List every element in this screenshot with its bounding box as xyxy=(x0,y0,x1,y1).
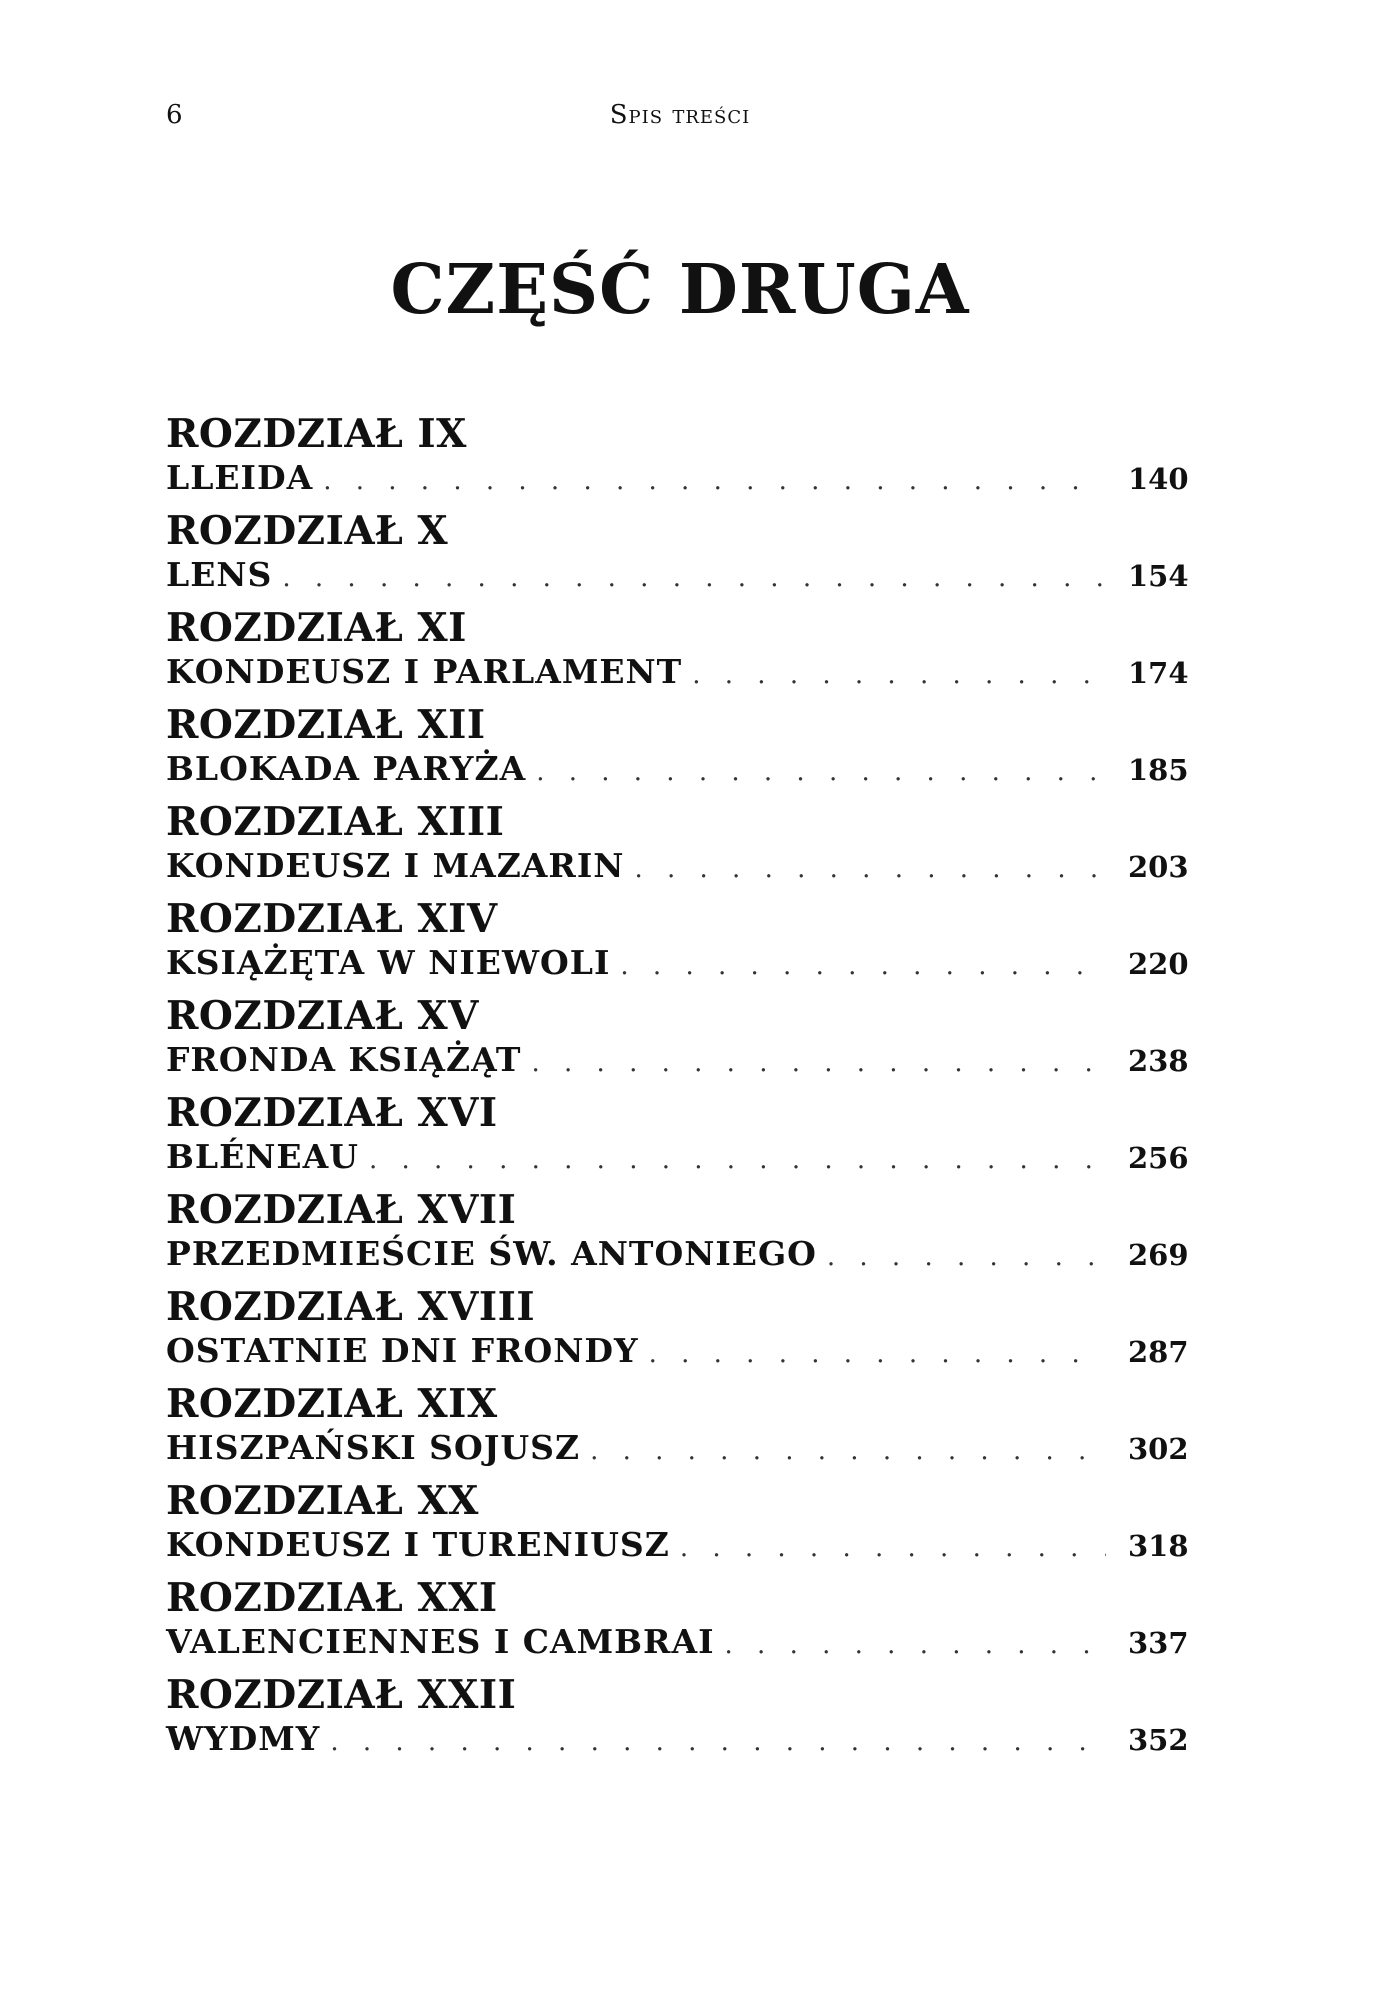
chapter-page-number: 302 xyxy=(1128,1432,1189,1466)
toc-entry xyxy=(166,798,1189,895)
toc-title-row xyxy=(166,1234,1189,1274)
dot-leader xyxy=(536,752,1106,792)
toc-title-row xyxy=(166,1622,1189,1662)
chapter-page-number: 269 xyxy=(1128,1238,1189,1272)
toc-title-row xyxy=(166,1428,1189,1468)
chapter-title: KONDEUSZ I PARLAMENT xyxy=(166,652,683,691)
dot-leader xyxy=(323,461,1106,501)
chapter-title: WYDMY xyxy=(166,1719,321,1758)
part-title: CZĘŚĆ DRUGA xyxy=(390,250,970,330)
toc-title-row xyxy=(166,1331,1189,1371)
chapter-title: LLEIDA xyxy=(166,458,314,497)
toc-entry xyxy=(166,1186,1189,1283)
toc-entry xyxy=(166,1477,1189,1574)
chapter-label: ROZDZIAŁ XIV xyxy=(166,896,498,942)
dot-leader xyxy=(725,1625,1106,1665)
chapter-title: BLOKADA PARYŻA xyxy=(166,749,527,788)
dot-leader xyxy=(330,1722,1106,1762)
chapter-title: KONDEUSZ I MAZARIN xyxy=(166,846,625,885)
toc-entry xyxy=(166,1089,1189,1186)
chapter-title: HISZPAŃSKI SOJUSZ xyxy=(166,1428,581,1467)
chapter-title: BLÉNEAU xyxy=(166,1137,359,1176)
chapter-page-number: 337 xyxy=(1128,1626,1189,1660)
chapter-page-number: 185 xyxy=(1128,753,1189,787)
chapter-title: OSTATNIE DNI FRONDY xyxy=(166,1331,639,1370)
toc-entry xyxy=(166,701,1189,798)
toc-entry xyxy=(166,604,1189,701)
toc-title-row xyxy=(166,1525,1189,1565)
toc-title-row xyxy=(166,555,1189,595)
toc-entry xyxy=(166,410,1189,507)
chapter-title: KONDEUSZ I TURENIUSZ xyxy=(166,1525,670,1564)
chapter-page-number: 174 xyxy=(1128,656,1189,690)
toc-title-row xyxy=(166,943,1189,983)
chapter-label: ROZDZIAŁ X xyxy=(166,508,449,554)
chapter-title: PRZEDMIEŚCIE ŚW. ANTONIEGO xyxy=(166,1234,817,1273)
toc-title-row xyxy=(166,1137,1189,1177)
toc-title-row xyxy=(166,1719,1189,1759)
chapter-page-number: 203 xyxy=(1128,850,1189,884)
chapter-label: ROZDZIAŁ XII xyxy=(166,702,486,748)
chapter-label: ROZDZIAŁ XV xyxy=(166,993,479,1039)
chapter-page-number: 140 xyxy=(1128,462,1189,496)
chapter-page-number: 287 xyxy=(1128,1335,1189,1369)
chapter-label: ROZDZIAŁ XXI xyxy=(166,1575,498,1621)
page-number: 6 xyxy=(166,100,183,130)
toc-title-row xyxy=(166,1040,1189,1080)
chapter-page-number: 220 xyxy=(1128,947,1189,981)
chapter-label: ROZDZIAŁ XVI xyxy=(166,1090,498,1136)
toc-title-row xyxy=(166,749,1189,789)
dot-leader xyxy=(649,1334,1106,1374)
dot-leader xyxy=(531,1043,1106,1083)
chapter-page-number: 318 xyxy=(1128,1529,1189,1563)
toc-entry xyxy=(166,1380,1189,1477)
dot-leader xyxy=(680,1528,1106,1568)
chapter-label: ROZDZIAŁ XXII xyxy=(166,1672,517,1718)
dot-leader xyxy=(282,558,1106,598)
chapter-label: ROZDZIAŁ XX xyxy=(166,1478,479,1524)
chapter-label: ROZDZIAŁ XVIII xyxy=(166,1284,536,1330)
chapter-label: ROZDZIAŁ XIII xyxy=(166,799,505,845)
running-title: Spis treści xyxy=(609,100,751,130)
dot-leader xyxy=(620,946,1106,986)
dot-leader xyxy=(369,1140,1106,1180)
dot-leader xyxy=(590,1431,1106,1471)
chapter-label: ROZDZIAŁ XI xyxy=(166,605,467,651)
chapter-title: FRONDA KSIĄŻĄT xyxy=(166,1040,522,1079)
dot-leader xyxy=(634,849,1106,889)
toc-title-row xyxy=(166,652,1189,692)
running-head xyxy=(0,100,1400,140)
chapter-page-number: 352 xyxy=(1128,1723,1189,1757)
chapter-label: ROZDZIAŁ IX xyxy=(166,411,467,457)
chapter-label: ROZDZIAŁ XVII xyxy=(166,1187,517,1233)
chapter-label: ROZDZIAŁ XIX xyxy=(166,1381,498,1427)
toc-entry xyxy=(166,1671,1189,1768)
chapter-title: LENS xyxy=(166,555,273,594)
toc-entry xyxy=(166,1283,1189,1380)
chapter-page-number: 256 xyxy=(1128,1141,1189,1175)
chapter-page-number: 154 xyxy=(1128,559,1189,593)
toc-title-row xyxy=(166,846,1189,886)
chapter-title: VALENCIENNES I CAMBRAI xyxy=(166,1622,715,1661)
toc-entry xyxy=(166,507,1189,604)
chapter-page-number: 238 xyxy=(1128,1044,1189,1078)
toc-title-row xyxy=(166,458,1189,498)
dot-leader xyxy=(827,1237,1106,1277)
toc-entry xyxy=(166,1574,1189,1671)
table-of-contents xyxy=(166,410,1189,1768)
toc-entry xyxy=(166,992,1189,1089)
dot-leader xyxy=(692,655,1106,695)
chapter-title: KSIĄŻĘTA W NIEWOLI xyxy=(166,943,611,982)
toc-entry xyxy=(166,895,1189,992)
